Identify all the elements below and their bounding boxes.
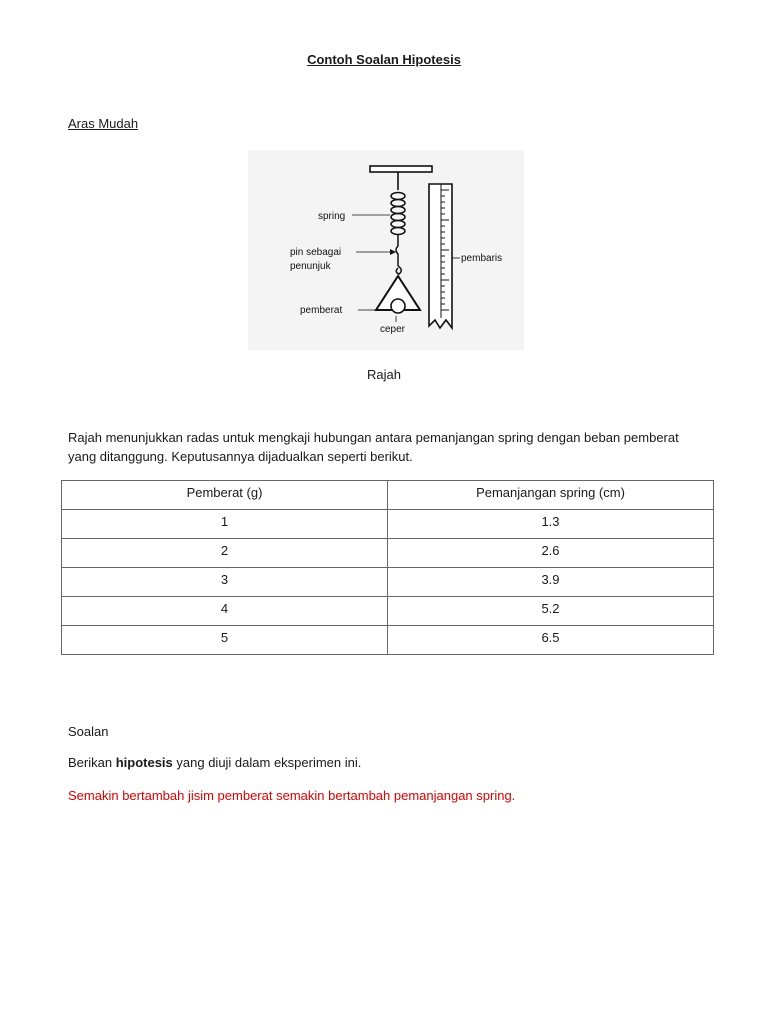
- figure-caption: Rajah: [367, 367, 401, 382]
- pan-label: ceper: [380, 324, 406, 335]
- ruler-label: pembaris: [461, 253, 503, 264]
- weight-label: pemberat: [300, 305, 343, 316]
- cell-extension: 5.2: [388, 597, 714, 626]
- question-suffix: yang diuji dalam eksperimen ini.: [172, 755, 362, 770]
- pin-label-line1: pin sebagai: [290, 247, 342, 258]
- table-row: [62, 510, 714, 539]
- cell-weight: 3: [62, 568, 388, 597]
- cell-weight: 2: [62, 539, 388, 568]
- question-heading: Soalan: [68, 724, 109, 739]
- question-prefix: Berikan: [68, 755, 116, 770]
- intro-paragraph: Rajah menunjukkan radas untuk mengkaji hubungan antara pemanjangan spring dengan beban pemberat yang ditanggung. Keputusannya dijadualkan seperti berikut.: [68, 430, 679, 464]
- cell-extension: 6.5: [388, 626, 714, 655]
- cell-weight: 4: [62, 597, 388, 626]
- table-row: [62, 539, 714, 568]
- cell-weight: 1: [62, 510, 388, 539]
- apparatus-diagram: [248, 150, 524, 350]
- cell-extension: 2.6: [388, 539, 714, 568]
- table-row: [62, 626, 714, 655]
- apparatus-svg: [248, 150, 524, 350]
- spring-lower-wire: [396, 235, 398, 266]
- cell-extension: 1.3: [388, 510, 714, 539]
- spring-coils: [391, 193, 405, 235]
- pin-arrowhead: [390, 249, 396, 255]
- answer-text: Semakin bertambah jisim pemberat semakin bertambah pemanjangan spring.: [68, 788, 516, 803]
- weight-disc: [391, 299, 405, 313]
- ruler-body: [429, 184, 452, 328]
- clamp-bar: [370, 166, 432, 172]
- page-title: Contoh Soalan Hipotesis: [307, 52, 461, 67]
- pin-label-line2: penunjuk: [290, 261, 331, 272]
- results-table: [61, 480, 714, 655]
- level-heading: Aras Mudah: [68, 116, 139, 131]
- table-header-row: [62, 481, 714, 510]
- table-row: [62, 597, 714, 626]
- cell-weight: 5: [62, 626, 388, 655]
- spring-label: spring: [318, 211, 346, 222]
- header-extension: Pemanjangan spring (cm): [388, 481, 714, 510]
- cell-extension: 3.9: [388, 568, 714, 597]
- hook: [396, 266, 401, 274]
- table-row: [62, 568, 714, 597]
- question-text: [68, 755, 361, 770]
- question-keyword: hipotesis: [115, 755, 173, 770]
- header-weight: Pemberat (g): [62, 481, 388, 510]
